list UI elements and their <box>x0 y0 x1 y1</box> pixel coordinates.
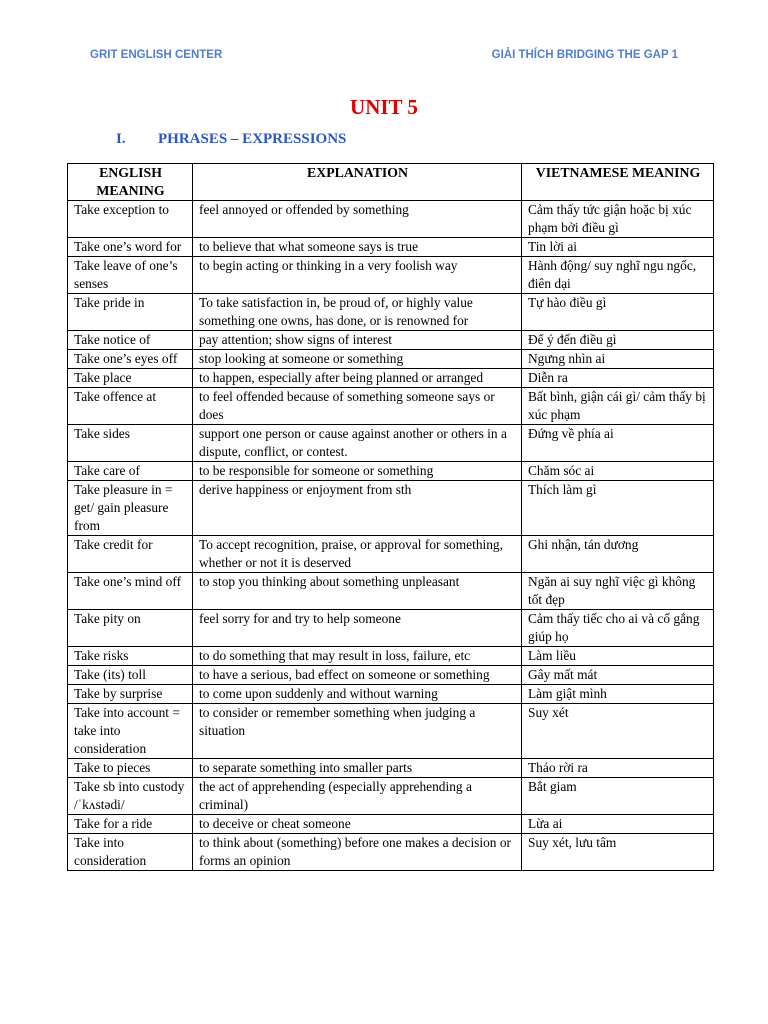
english-phrase-cell: Take leave of one’s senses <box>68 257 193 294</box>
table-row <box>68 481 714 536</box>
header-explanation: EXPLANATION <box>193 164 522 201</box>
vietnamese-meaning-cell: Tự hào điều gì <box>522 294 714 331</box>
table-row <box>68 425 714 462</box>
explanation-cell: to begin acting or thinking in a very foolish way <box>193 257 522 294</box>
vietnamese-meaning-cell: Suy xét <box>522 704 714 759</box>
vietnamese-meaning-cell: Tin lời ai <box>522 238 714 257</box>
table-row <box>68 573 714 610</box>
table-header-row <box>68 164 714 201</box>
vietnamese-meaning-cell: Cảm thấy tiếc cho ai và cố gắng giúp họ <box>522 610 714 647</box>
vietnamese-meaning-cell: Chăm sóc ai <box>522 462 714 481</box>
section-number: I. <box>116 131 126 147</box>
explanation-cell: to feel offended because of something someone says or does <box>193 388 522 425</box>
vietnamese-meaning-cell: Diễn ra <box>522 369 714 388</box>
table-row <box>68 294 714 331</box>
vietnamese-meaning-cell: Thích làm gì <box>522 481 714 536</box>
explanation-cell: to think about (something) before one makes a decision or forms an opinion <box>193 834 522 871</box>
table-row <box>68 536 714 573</box>
table-row <box>68 331 714 350</box>
table-row <box>68 778 714 815</box>
table-row <box>68 350 714 369</box>
english-phrase-cell: Take one’s eyes off <box>68 350 193 369</box>
table-row <box>68 201 714 238</box>
english-phrase-cell: Take pride in <box>68 294 193 331</box>
header-left-text: GRIT ENGLISH CENTER <box>90 49 223 61</box>
english-phrase-cell: Take into consideration <box>68 834 193 871</box>
explanation-cell: feel annoyed or offended by something <box>193 201 522 238</box>
explanation-cell: To accept recognition, praise, or approval for something, whether or not it is deserved <box>193 536 522 573</box>
explanation-cell: to deceive or cheat someone <box>193 815 522 834</box>
english-phrase-cell: Take credit for <box>68 536 193 573</box>
table-row <box>68 647 714 666</box>
explanation-cell: the act of apprehending (especially apprehending a criminal) <box>193 778 522 815</box>
table-row <box>68 666 714 685</box>
explanation-cell: to come upon suddenly and without warning <box>193 685 522 704</box>
vietnamese-meaning-cell: Tháo rời ra <box>522 759 714 778</box>
table-row <box>68 704 714 759</box>
english-phrase-cell: Take one’s mind off <box>68 573 193 610</box>
vietnamese-meaning-cell: Làm liều <box>522 647 714 666</box>
explanation-cell: to believe that what someone says is true <box>193 238 522 257</box>
english-phrase-cell: Take to pieces <box>68 759 193 778</box>
english-phrase-cell: Take for a ride <box>68 815 193 834</box>
explanation-cell: to happen, especially after being planned or arranged <box>193 369 522 388</box>
english-phrase-cell: Take pity on <box>68 610 193 647</box>
header-right-text: GIẢI THÍCH BRIDGING THE GAP 1 <box>491 49 678 61</box>
english-phrase-cell: Take place <box>68 369 193 388</box>
unit-title: UNIT 5 <box>350 95 418 119</box>
explanation-cell: feel sorry for and try to help someone <box>193 610 522 647</box>
page-header <box>0 47 768 69</box>
explanation-cell: to be responsible for someone or something <box>193 462 522 481</box>
table-row <box>68 462 714 481</box>
vietnamese-meaning-cell: Bất bình, giận cái gì/ cảm thấy bị xúc phạm <box>522 388 714 425</box>
vietnamese-meaning-cell: Ngưng nhìn ai <box>522 350 714 369</box>
english-phrase-cell: Take by surprise <box>68 685 193 704</box>
explanation-cell: to have a serious, bad effect on someone or something <box>193 666 522 685</box>
explanation-cell: pay attention; show signs of interest <box>193 331 522 350</box>
explanation-cell: support one person or cause against another or others in a dispute, conflict, or contest. <box>193 425 522 462</box>
explanation-cell: to stop you thinking about something unpleasant <box>193 573 522 610</box>
vietnamese-meaning-cell: Làm giật mình <box>522 685 714 704</box>
table-row <box>68 759 714 778</box>
explanation-cell: stop looking at someone or something <box>193 350 522 369</box>
vietnamese-meaning-cell: Suy xét, lưu tâm <box>522 834 714 871</box>
english-phrase-cell: Take into account = take into consideration <box>68 704 193 759</box>
table-row <box>68 834 714 871</box>
explanation-cell: to consider or remember something when judging a situation <box>193 704 522 759</box>
english-phrase-cell: Take offence at <box>68 388 193 425</box>
phrases-table <box>67 163 714 871</box>
english-phrase-cell: Take (its) toll <box>68 666 193 685</box>
english-phrase-cell: Take notice of <box>68 331 193 350</box>
header-vietnamese-meaning: VIETNAMESE MEANING <box>522 164 714 201</box>
explanation-cell: to separate something into smaller parts <box>193 759 522 778</box>
table-row <box>68 238 714 257</box>
english-phrase-cell: Take one’s word for <box>68 238 193 257</box>
english-phrase-cell: Take sb into custody /ˈkʌstədi/ <box>68 778 193 815</box>
english-phrase-cell: Take pleasure in = get/ gain pleasure from <box>68 481 193 536</box>
vietnamese-meaning-cell: Lừa ai <box>522 815 714 834</box>
table-row <box>68 685 714 704</box>
vietnamese-meaning-cell: Bắt giam <box>522 778 714 815</box>
vietnamese-meaning-cell: Để ý đến điều gì <box>522 331 714 350</box>
explanation-cell: to do something that may result in loss, failure, etc <box>193 647 522 666</box>
table-body <box>68 201 714 871</box>
section-title: PHRASES – EXPRESSIONS <box>158 131 347 147</box>
section-heading <box>116 131 346 148</box>
vietnamese-meaning-cell: Ngăn ai suy nghĩ việc gì không tốt đẹp <box>522 573 714 610</box>
table-row <box>68 388 714 425</box>
english-phrase-cell: Take sides <box>68 425 193 462</box>
vietnamese-meaning-cell: Gây mất mát <box>522 666 714 685</box>
table-row <box>68 610 714 647</box>
vietnamese-meaning-cell: Ghi nhận, tán dương <box>522 536 714 573</box>
header-english-meaning: ENGLISH MEANING <box>68 164 193 201</box>
vietnamese-meaning-cell: Cảm thấy tức giận hoặc bị xúc phạm bởi điều gì <box>522 201 714 238</box>
english-phrase-cell: Take exception to <box>68 201 193 238</box>
english-phrase-cell: Take risks <box>68 647 193 666</box>
table-row <box>68 257 714 294</box>
table-row <box>68 369 714 388</box>
vietnamese-meaning-cell: Đứng về phía ai <box>522 425 714 462</box>
explanation-cell: derive happiness or enjoyment from sth <box>193 481 522 536</box>
explanation-cell: To take satisfaction in, be proud of, or highly value something one owns, has done, or is renowned for <box>193 294 522 331</box>
english-phrase-cell: Take care of <box>68 462 193 481</box>
vietnamese-meaning-cell: Hành động/ suy nghĩ ngu ngốc, điên dại <box>522 257 714 294</box>
table-row <box>68 815 714 834</box>
